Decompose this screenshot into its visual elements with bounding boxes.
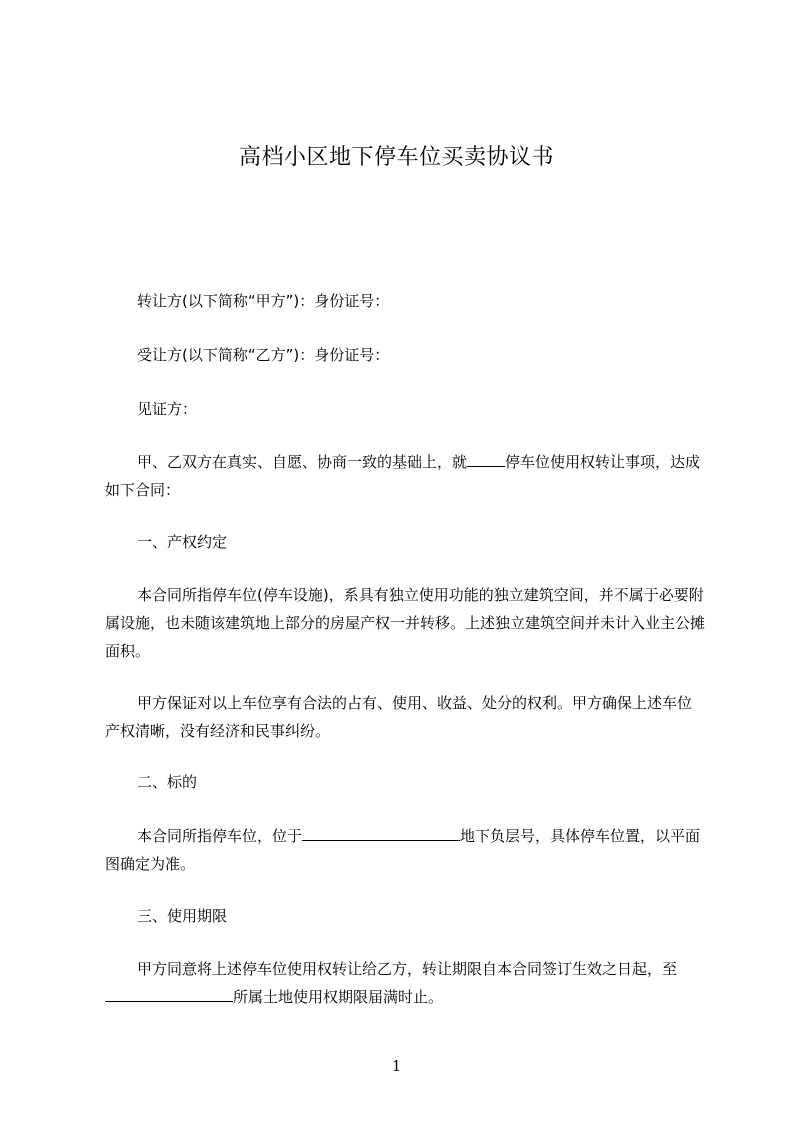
page-number: 1: [391, 1057, 402, 1075]
section3-text-after: 所属土地使用权期限届满时止。: [233, 988, 444, 1006]
parking-location-blank: [467, 449, 505, 467]
section1-heading-text: 一、产权约定: [137, 533, 228, 551]
witness-text: 见证方：: [137, 400, 198, 418]
parking-address-blank: [302, 823, 460, 841]
section2-text-before: 本合同所指停车位，位于: [137, 827, 303, 845]
land-use-date-blank: [105, 984, 233, 1002]
section2-heading-text: 二、标的: [137, 773, 198, 791]
transferor-text: 转让方(以下简称“甲方”)：身份证号：: [137, 292, 390, 310]
section1-heading: [105, 528, 705, 556]
section2-heading: [105, 768, 705, 796]
section2-paragraph: [105, 822, 705, 878]
transferee-text: 受让方(以下简称“乙方”)：身份证号：: [137, 346, 390, 364]
section1-paragraph-1-text: 本合同所指停车位(停车设施)，系具有独立使用功能的独立建筑空间，并不属于必要附属设施，也未随该建筑地上部分的房屋产权一并转移。上述独立建筑空间并未计入业主公摊面积。: [105, 586, 706, 660]
section3-text-before: 甲方同意将上述停车位使用权转让给乙方，转让期限自本合同签订生效之日起，至: [137, 960, 678, 978]
section2-text-after: 地下负层号，具体停车位置，以平面图确定为准。: [105, 827, 701, 873]
witness-line: [105, 395, 705, 423]
transferee-line: [105, 341, 705, 369]
section3-heading: [105, 902, 705, 930]
intro-paragraph: [105, 448, 705, 504]
section1-paragraph-1: [105, 581, 705, 665]
transferor-line: [105, 287, 705, 315]
document-title: 高档小区地下停车位买卖协议书: [238, 145, 554, 170]
intro-text-before: 甲、乙双方在真实、自愿、协商一致的基础上，就: [137, 453, 468, 471]
section3-heading-text: 三、使用期限: [137, 907, 228, 925]
section1-paragraph-2-text: 甲方保证对以上车位享有合法的占有、使用、收益、处分的权利。甲方确保上述车位产权清晰，没有经济和民事纠纷。: [105, 694, 693, 740]
section1-paragraph-2: [105, 689, 705, 745]
intro-text-after: 停车位使用权转让事项，达成如下合同：: [105, 453, 701, 499]
section3-paragraph: [105, 955, 705, 1011]
